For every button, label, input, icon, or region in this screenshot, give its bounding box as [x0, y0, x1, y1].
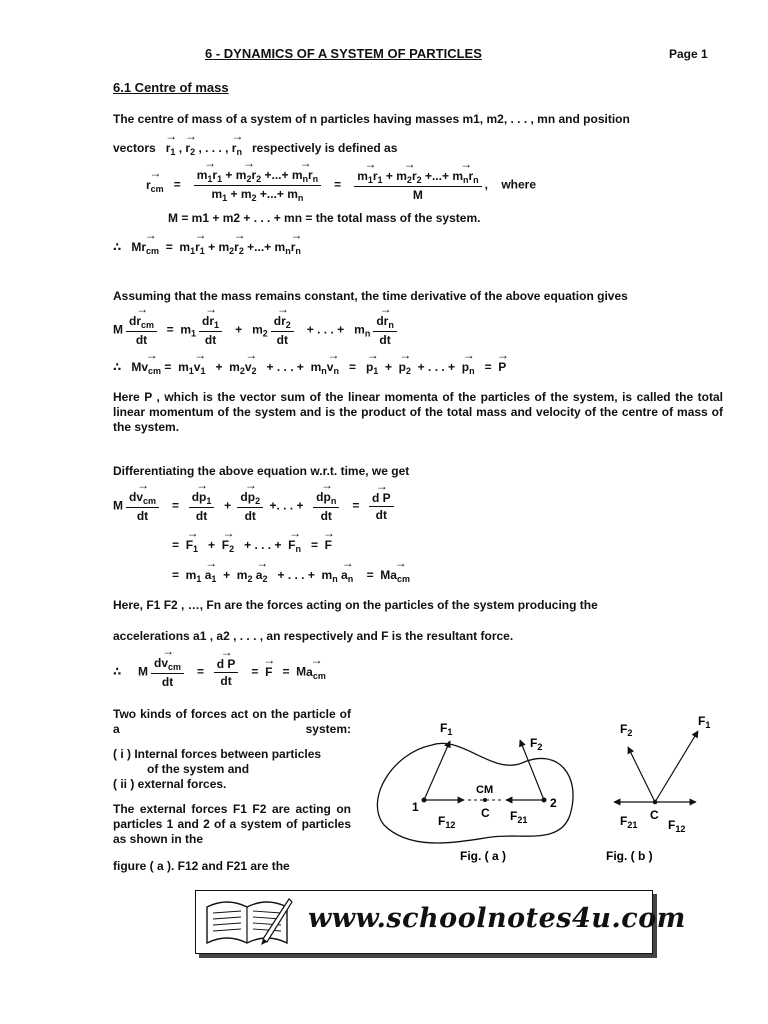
section-heading: 6.1 Centre of mass — [113, 80, 229, 95]
para-linear-momentum: Here P , which is the vector sum of the linear momenta of the particles of the system, is called the total linear momentum of the system and is the product of the total mass and velocity of the centre of mass of the system. — [113, 390, 723, 434]
list-internal-forces: ( i ) Internal forces between particles — [113, 747, 322, 761]
page-title: 6 - DYNAMICS OF A SYSTEM OF PARTICLES — [205, 46, 482, 61]
list-internal-forces-cont: of the system and — [147, 762, 250, 776]
total-mass-def: M = m1 + m2 + . . . + mn = the total mass of the system. — [168, 211, 481, 225]
figure-a — [372, 705, 582, 875]
fig-b-caption: Fig. ( b ) — [606, 849, 653, 863]
label-b-f2: $F_2$ — [620, 722, 633, 738]
equation-rcm: → $r_{cm}$ = → $\frac{m_1r_1 + \to m_2r_2 +...+ \to m_nr_n}{m_1 + m_2 +...+ m_n}$ = → $\frac{m_1r_1 + \to m_2r_2 +...+ \to m_nr_n}{M}$ , where — [146, 168, 536, 203]
list-external-forces: ( ii ) external forces. — [113, 777, 227, 791]
equation-accelerations-sum: = $m_1 \to a_1 + m_2 \to a_2$ + . . . + $m_n \to a_n$ = $M\to a_{cm}$ — [172, 568, 410, 584]
website-link[interactable]: www.schoolnotes4u.com — [308, 903, 686, 934]
label-b-f12: $F_{12}$ — [668, 818, 686, 834]
para-time-derivative: Assuming that the mass remains constant, the time derivative of the above equation gives — [113, 289, 628, 303]
figure-b — [600, 705, 720, 875]
footer-banner[interactable] — [195, 890, 686, 954]
para-accelerations: accelerations a1 , a2 , . . . , an respectively and F is the resultant force. — [113, 629, 514, 643]
para-external-forces: The external forces F1 F2 are acting on particles 1 and 2 of a system of particles as shown in the — [113, 802, 351, 846]
para-forces-acting: Here, F1 F2 , …, Fn are the forces acting on the particles of the system producing the — [113, 598, 598, 612]
label-f21: $F_{21}$ — [510, 809, 528, 825]
page-number: Page 1 — [669, 47, 708, 61]
label-f2: $F_2$ — [530, 736, 543, 752]
label-c: C — [481, 806, 490, 820]
label-cm: CM — [476, 784, 494, 796]
fig-a-caption: Fig. ( a ) — [460, 849, 506, 863]
para-figure-ref: figure ( a ). F12 and F21 are the — [113, 859, 290, 873]
label-f12: $F_{12}$ — [438, 814, 456, 830]
equation-newton: ∴ M → $\frac{dv_{cm}}{dt}$ = → $\frac{\text{d P}}{dt}$ = → $F = M\to a_{cm}$ — [113, 656, 326, 689]
para-two-kinds: Two kinds of forces act on the particle of a system: — [113, 707, 351, 736]
label-2: 2 — [550, 796, 557, 810]
open-book-pencil-icon — [201, 893, 293, 951]
equation-mrcm: ∴ $M\to r_{cm} = m_1\to r_1 + m_2\to r_2$ +...+ $m_n\to r_n$ — [113, 240, 301, 256]
label-b-f21: $F_{21}$ — [620, 814, 638, 830]
equation-drcm: M → $\frac{dr_{cm}}{dt}$ = $m_1$ → $\frac{dr_1}{dt}$ + $m_2$ → $\frac{dr_2}{dt}$ + . . . + $m_n$ → $\frac{dr_n}{dt}$ — [113, 314, 400, 347]
equation-mvcm: ∴ $M\to v_{cm} = m_1\to v_1 + m_2\to v_2$ + . . . + $m_n\to v_n$ = → $p_1$ + → $p_2$ + . . . + → $p_n$ = → P — [113, 360, 506, 376]
position-vectors-line: vectors → $r_1$ , → $r_2$ , . . . , → $r_n$ respectively is defined as — [113, 141, 397, 157]
label-b-c: C — [650, 808, 659, 822]
label-1: 1 — [412, 800, 419, 814]
para-differentiating: Differentiating the above equation w.r.t. time, we get — [113, 464, 410, 478]
label-f1: $F_1$ — [440, 721, 453, 737]
para-centre-of-mass: The centre of mass of a system of n particles having masses m1, m2, . . . , mn and position — [113, 112, 630, 126]
equation-forces-sum: = → $F_1$ + → $F_2$ + . . . + → $F_n$ = → F — [172, 538, 332, 554]
label-b-f1: $F_1$ — [698, 714, 711, 730]
equation-dvcm: M → $\frac{dv_{cm}}{dt}$ = → $\frac{dp_1}{dt}$ + → $\frac{dp_2}{dt}$ +. . . + → $\frac{dp_n}{dt}$ = → $\frac{\text{d P}}{dt}$ — [113, 490, 397, 523]
